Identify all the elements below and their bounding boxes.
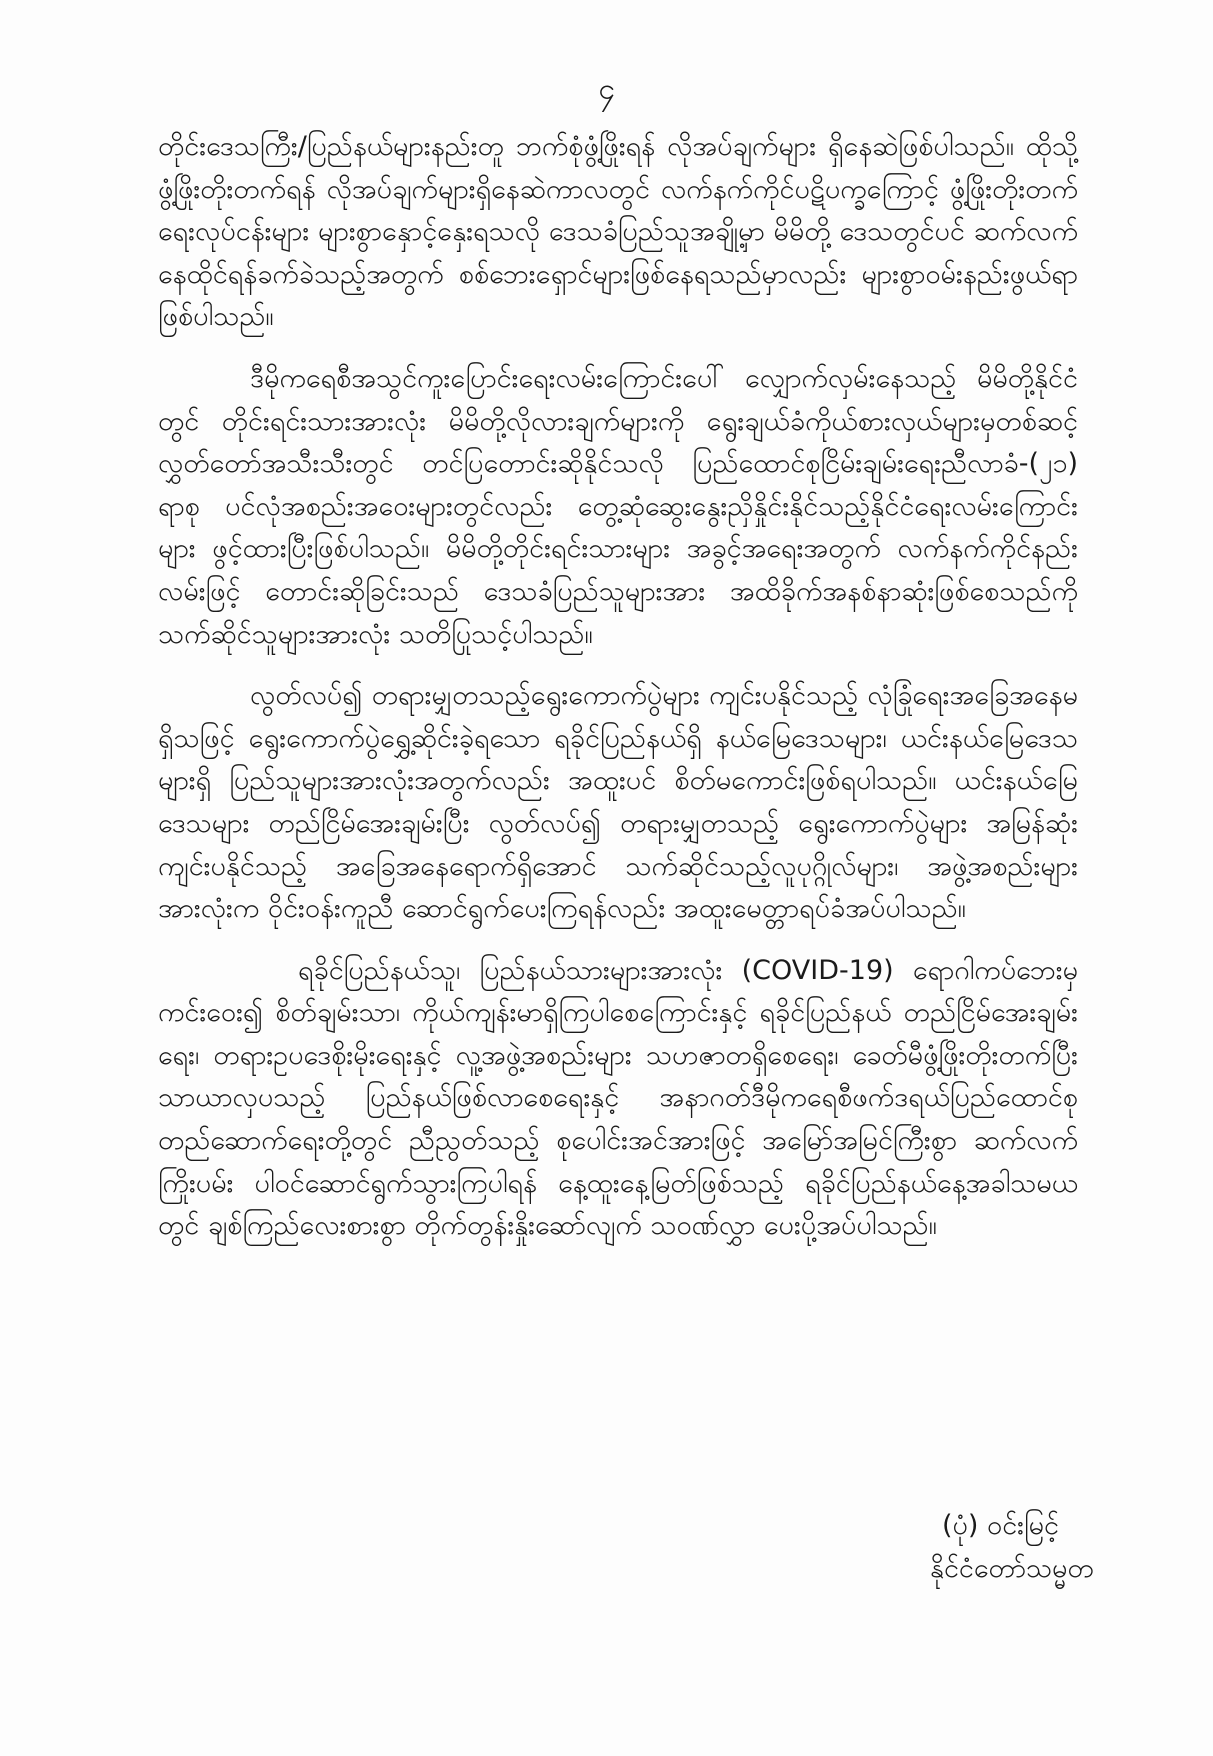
paragraph-4: ရခိုင်ပြည်နယ်သူ၊ ပြည်နယ်သားများအားလုံး (COVID-19) ရောဂါကပ်ဘေးမှ ကင်းဝေး၍ စိတ်ချမ်းသာ၊ ကိုယ်ကျန်းမာရှိကြပါစေကြောင်းနှင့် ရခိုင်ပြည်နယ် တည်ငြိမ်အေးချမ်းရေး၊ တရားဥပဒေစိုးမိုးရေးနှင့် လူ့အဖွဲ့အစည်းများ သဟဇာတရှိစေရေး၊ ခေတ်မီဖွံ့ဖြိုးတိုးတက်ပြီး သာယာလှပသည့် ပြည်နယ်ဖြစ်လာစေရေးနှင့် အနာဂတ်ဒီမိုကရေစီဖက်ဒရယ်ပြည်ထောင်စုတည်ဆောက်ရေးတို့တွင် ညီညွတ်သည့် စုပေါင်းအင်အားဖြင့် အမြော်အမြင်ကြီးစွာ ဆက်လက်ကြိုးပမ်း ပါဝင်ဆောင်ရွက်သွားကြပါရန် နေ့ထူးနေ့မြတ်ဖြစ်သည့် ရခိုင်ပြည်နယ်နေ့အခါသမယတွင် ချစ်ကြည်လေးစားစွာ တိုက်တွန်းနှိုးဆော်လျက် သဝဏ်လွှာ ပေးပို့အပ်ပါသည်။ (158, 954, 1078, 1242)
paragraph-1: တိုင်းဒေသကြီး/ပြည်နယ်များနည်းတူ ဘက်စုံဖွံ့ဖြိုးရန် လိုအပ်ချက်များ ရှိနေဆဲဖြစ်ပါသည်။ ထိုသို့ ဖွံ့ဖြိုးတိုးတက်ရန် လိုအပ်ချက်များရှိနေဆဲကာလတွင် လက်နက်ကိုင်ပဋိပက္ခကြောင့် ဖွံ့ဖြိုးတိုးတက်ရေးလုပ်ငန်းများ များစွာနှောင့်နှေးရသလို ဒေသခံပြည်သူအချို့မှာ မိမိတို့ ဒေသတွင်ပင် ဆက်လက်နေထိုင်ရန်ခက်ခဲသည့်အတွက် စစ်ဘေးရှောင်များဖြစ်နေရသည်မှာလည်း များစွာဝမ်းနည်းဖွယ်ရာဖြစ်ပါသည်။ (158, 131, 1078, 333)
document-body (158, 126, 1078, 1267)
paragraph-3: လွတ်လပ်၍ တရားမျှတသည့်ရွေးကောက်ပွဲများ ကျင်းပနိုင်သည့် လုံခြုံရေးအခြေအနေမရှိသဖြင့် ရွေးကောက်ပွဲရွှေ့ဆိုင်းခဲ့ရသော ရခိုင်ပြည်နယ်ရှိ နယ်မြေဒေသများ၊ ယင်းနယ်မြေဒေသများရှိ ပြည်သူများအားလုံးအတွက်လည်း အထူးပင် စိတ်မကောင်းဖြစ်ရပါသည်။ ယင်းနယ်မြေဒေသများ တည်ငြိမ်အေးချမ်းပြီး လွတ်လပ်၍ တရားမျှတသည့် ရွေးကောက်ပွဲများ အမြန်ဆုံးကျင်းပနိုင်သည့် အခြေအနေရောက်ရှိအောင် သက်ဆိုင်သည့်လူပုဂ္ဂိုလ်များ၊ အဖွဲ့အစည်းများအားလုံးက ဝိုင်းဝန်းကူညီ ဆောင်ရွက်ပေးကြရန်လည်း အထူးမေတ္တာရပ်ခံအပ်ပါသည်။ (158, 680, 1078, 925)
page-number: ၄ (598, 72, 615, 107)
paragraph-2: ဒီမိုကရေစီအသွင်ကူးပြောင်းရေးလမ်းကြောင်းပေါ် လျှောက်လှမ်းနေသည့် မိမိတို့နိုင်ငံတွင် တိုင်းရင်းသားအားလုံး မိမိတို့လိုလားချက်များကို ရွေးချယ်ခံကိုယ်စားလှယ်များမှတစ်ဆင့် လွှတ်တော်အသီးသီးတွင် တင်ပြတောင်းဆိုနိုင်သလို ပြည်ထောင်စုငြိမ်းချမ်းရေးညီလာခံ-(၂၁) ရာစု ပင်လုံအစည်းအဝေးများတွင်လည်း တွေ့ဆုံဆွေးနွေးညှိနှိုင်းနိုင်သည့်နိုင်ငံရေးလမ်းကြောင်းများ ဖွင့်ထားပြီးဖြစ်ပါသည်။ မိမိတို့တိုင်းရင်းသားများ အခွင့်အရေးအတွက် လက်နက်ကိုင်နည်းလမ်းဖြင့် တောင်းဆိုခြင်းသည် ဒေသခံပြည်သူများအား အထိခိုက်အနစ်နာဆုံးဖြစ်စေသည်ကို သက်ဆိုင်သူများအားလုံး သတိပြုသင့်ပါသည်။ (158, 362, 1078, 650)
signatory-title: နိုင်ငံတော်သမ္မတ (930, 1553, 1094, 1584)
signatory-name: (ပုံ) ဝင်းမြင့် (942, 1510, 1059, 1541)
signature-block (930, 1504, 1180, 1590)
